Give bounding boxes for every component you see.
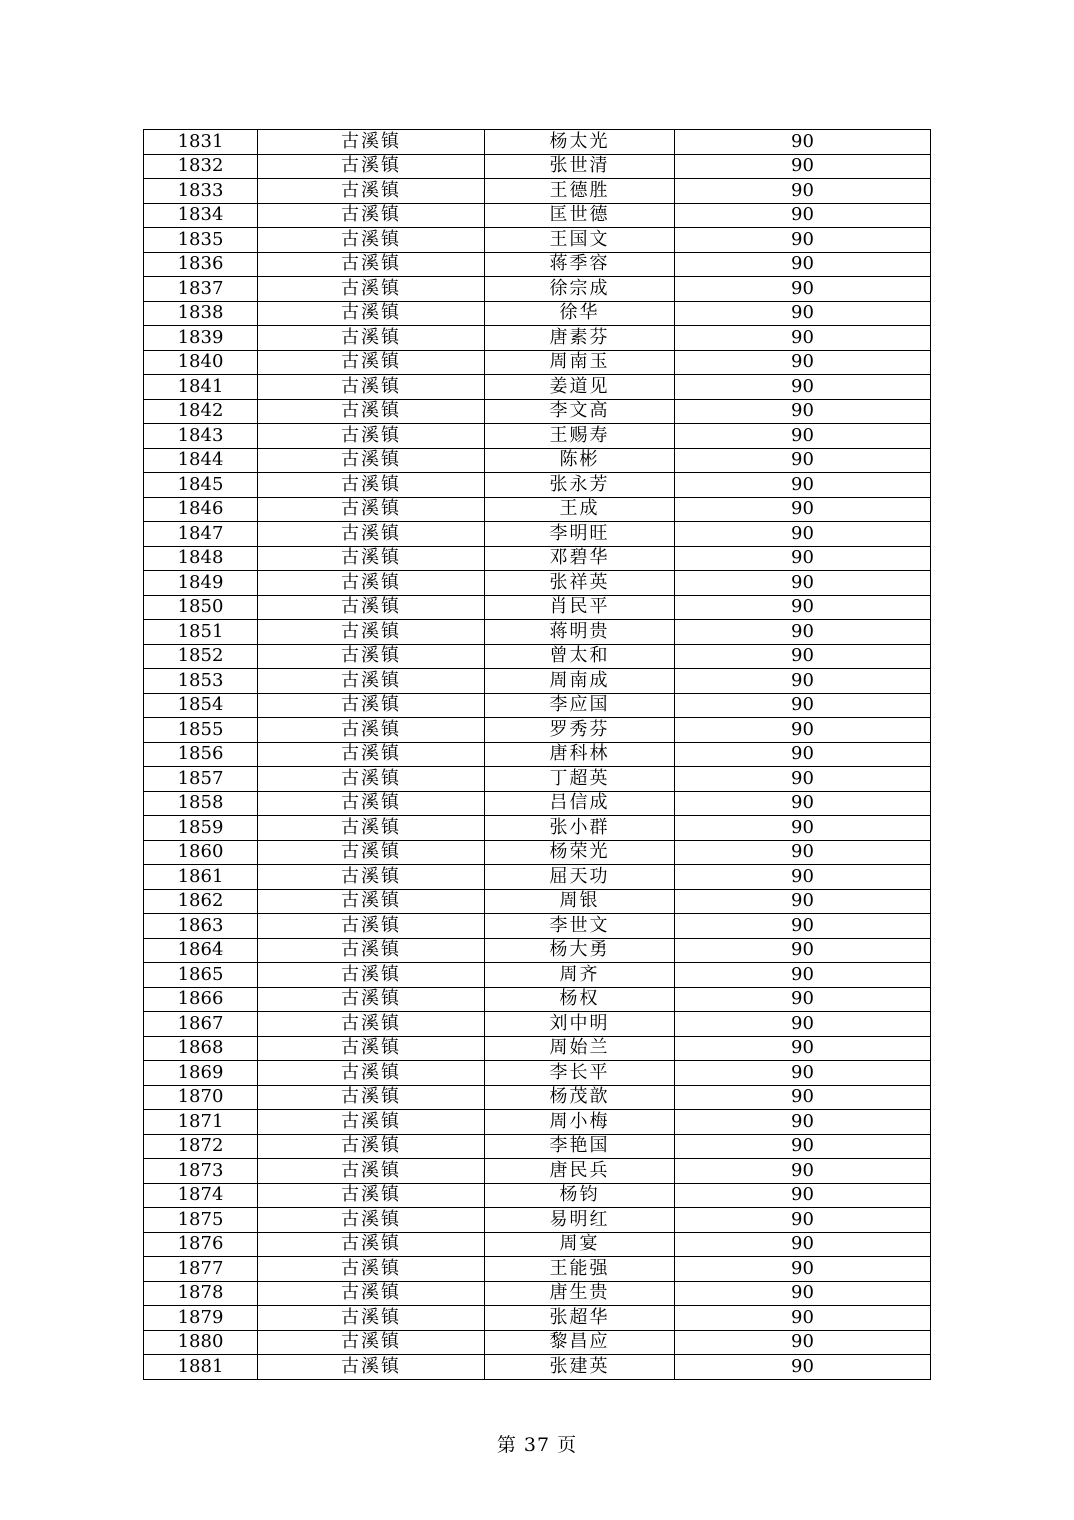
row-number-cell: 1876 [144, 1232, 258, 1257]
town-cell: 古溪镇 [258, 1257, 485, 1282]
row-number-cell: 1875 [144, 1208, 258, 1233]
name-cell: 罗秀芬 [485, 718, 675, 743]
town-cell: 古溪镇 [258, 1012, 485, 1037]
town-cell: 古溪镇 [258, 1036, 485, 1061]
score-cell: 90 [675, 497, 931, 522]
table-row [144, 350, 931, 375]
score-cell: 90 [675, 252, 931, 277]
table-row [144, 1232, 931, 1257]
table-row [144, 1355, 931, 1380]
score-cell: 90 [675, 791, 931, 816]
name-cell: 周银 [485, 889, 675, 914]
table-row [144, 130, 931, 155]
town-cell: 古溪镇 [258, 424, 485, 449]
name-cell: 周南成 [485, 669, 675, 694]
name-cell: 黎昌应 [485, 1330, 675, 1355]
score-cell: 90 [675, 1330, 931, 1355]
row-number-cell: 1857 [144, 767, 258, 792]
town-cell: 古溪镇 [258, 546, 485, 571]
name-cell: 张永芳 [485, 473, 675, 498]
table-row [144, 522, 931, 547]
score-cell: 90 [675, 1061, 931, 1086]
score-cell: 90 [675, 424, 931, 449]
name-cell: 蒋季容 [485, 252, 675, 277]
name-cell: 匡世德 [485, 203, 675, 228]
table-row [144, 277, 931, 302]
town-cell: 古溪镇 [258, 1110, 485, 1135]
table-row [144, 889, 931, 914]
score-cell: 90 [675, 473, 931, 498]
table-row [144, 1110, 931, 1135]
table-row [144, 301, 931, 326]
town-cell: 古溪镇 [258, 987, 485, 1012]
row-number-cell: 1839 [144, 326, 258, 351]
table-row [144, 1012, 931, 1037]
score-cell: 90 [675, 987, 931, 1012]
score-cell: 90 [675, 1183, 931, 1208]
name-cell: 王赐寿 [485, 424, 675, 449]
row-number-cell: 1844 [144, 448, 258, 473]
row-number-cell: 1873 [144, 1159, 258, 1184]
score-cell: 90 [675, 301, 931, 326]
table-row [144, 571, 931, 596]
score-cell: 90 [675, 203, 931, 228]
row-number-cell: 1851 [144, 620, 258, 645]
score-cell: 90 [675, 154, 931, 179]
table-row [144, 154, 931, 179]
name-cell: 周齐 [485, 963, 675, 988]
name-cell: 李艳国 [485, 1134, 675, 1159]
score-cell: 90 [675, 1085, 931, 1110]
name-cell: 肖民平 [485, 595, 675, 620]
score-cell: 90 [675, 1306, 931, 1331]
row-number-cell: 1861 [144, 865, 258, 890]
name-cell: 徐华 [485, 301, 675, 326]
name-cell: 唐科林 [485, 742, 675, 767]
name-cell: 陈彬 [485, 448, 675, 473]
name-cell: 王国文 [485, 228, 675, 253]
table-row [144, 816, 931, 841]
row-number-cell: 1837 [144, 277, 258, 302]
name-cell: 丁超英 [485, 767, 675, 792]
table-row [144, 914, 931, 939]
table-row [144, 1085, 931, 1110]
score-cell: 90 [675, 1257, 931, 1282]
score-cell: 90 [675, 277, 931, 302]
town-cell: 古溪镇 [258, 963, 485, 988]
table-row [144, 1330, 931, 1355]
row-number-cell: 1843 [144, 424, 258, 449]
row-number-cell: 1863 [144, 914, 258, 939]
town-cell: 古溪镇 [258, 277, 485, 302]
roster-table-body [144, 130, 931, 1380]
name-cell: 王成 [485, 497, 675, 522]
table-row [144, 1036, 931, 1061]
score-cell: 90 [675, 963, 931, 988]
row-number-cell: 1859 [144, 816, 258, 841]
town-cell: 古溪镇 [258, 130, 485, 155]
town-cell: 古溪镇 [258, 889, 485, 914]
name-cell: 李应国 [485, 693, 675, 718]
score-cell: 90 [675, 595, 931, 620]
row-number-cell: 1880 [144, 1330, 258, 1355]
name-cell: 王能强 [485, 1257, 675, 1282]
row-number-cell: 1833 [144, 179, 258, 204]
table-row [144, 424, 931, 449]
row-number-cell: 1877 [144, 1257, 258, 1282]
score-cell: 90 [675, 228, 931, 253]
name-cell: 李文高 [485, 399, 675, 424]
score-cell: 90 [675, 399, 931, 424]
row-number-cell: 1854 [144, 693, 258, 718]
town-cell: 古溪镇 [258, 179, 485, 204]
town-cell: 古溪镇 [258, 1061, 485, 1086]
row-number-cell: 1847 [144, 522, 258, 547]
row-number-cell: 1840 [144, 350, 258, 375]
table-row [144, 326, 931, 351]
score-cell: 90 [675, 938, 931, 963]
town-cell: 古溪镇 [258, 938, 485, 963]
table-row [144, 1061, 931, 1086]
score-cell: 90 [675, 1159, 931, 1184]
score-cell: 90 [675, 693, 931, 718]
name-cell: 刘中明 [485, 1012, 675, 1037]
town-cell: 古溪镇 [258, 1159, 485, 1184]
score-cell: 90 [675, 130, 931, 155]
name-cell: 唐民兵 [485, 1159, 675, 1184]
name-cell: 姜道见 [485, 375, 675, 400]
row-number-cell: 1838 [144, 301, 258, 326]
table-row [144, 693, 931, 718]
table-row [144, 375, 931, 400]
town-cell: 古溪镇 [258, 1306, 485, 1331]
name-cell: 唐生贵 [485, 1281, 675, 1306]
town-cell: 古溪镇 [258, 522, 485, 547]
name-cell: 曾太和 [485, 644, 675, 669]
town-cell: 古溪镇 [258, 742, 485, 767]
table-row [144, 595, 931, 620]
name-cell: 王德胜 [485, 179, 675, 204]
town-cell: 古溪镇 [258, 644, 485, 669]
town-cell: 古溪镇 [258, 767, 485, 792]
town-cell: 古溪镇 [258, 203, 485, 228]
town-cell: 古溪镇 [258, 791, 485, 816]
row-number-cell: 1867 [144, 1012, 258, 1037]
score-cell: 90 [675, 644, 931, 669]
row-number-cell: 1866 [144, 987, 258, 1012]
score-cell: 90 [675, 742, 931, 767]
name-cell: 周宴 [485, 1232, 675, 1257]
row-number-cell: 1869 [144, 1061, 258, 1086]
score-cell: 90 [675, 350, 931, 375]
town-cell: 古溪镇 [258, 718, 485, 743]
table-row [144, 1134, 931, 1159]
score-cell: 90 [675, 1208, 931, 1233]
table-row [144, 644, 931, 669]
town-cell: 古溪镇 [258, 816, 485, 841]
name-cell: 张超华 [485, 1306, 675, 1331]
table-row [144, 1306, 931, 1331]
town-cell: 古溪镇 [258, 1134, 485, 1159]
town-cell: 古溪镇 [258, 301, 485, 326]
table-row [144, 865, 931, 890]
town-cell: 古溪镇 [258, 399, 485, 424]
name-cell: 屈天功 [485, 865, 675, 890]
score-cell: 90 [675, 522, 931, 547]
name-cell: 张祥英 [485, 571, 675, 596]
town-cell: 古溪镇 [258, 154, 485, 179]
page-number: 第 37 页 [496, 1434, 578, 1456]
score-cell: 90 [675, 1134, 931, 1159]
score-cell: 90 [675, 889, 931, 914]
score-cell: 90 [675, 840, 931, 865]
score-cell: 90 [675, 816, 931, 841]
row-number-cell: 1846 [144, 497, 258, 522]
town-cell: 古溪镇 [258, 252, 485, 277]
score-cell: 90 [675, 865, 931, 890]
table-row [144, 1159, 931, 1184]
table-row [144, 473, 931, 498]
table-row [144, 1183, 931, 1208]
score-cell: 90 [675, 620, 931, 645]
table-row [144, 963, 931, 988]
town-cell: 古溪镇 [258, 497, 485, 522]
row-number-cell: 1834 [144, 203, 258, 228]
table-row [144, 1208, 931, 1233]
score-cell: 90 [675, 1232, 931, 1257]
row-number-cell: 1868 [144, 1036, 258, 1061]
table-row [144, 497, 931, 522]
score-cell: 90 [675, 767, 931, 792]
name-cell: 易明红 [485, 1208, 675, 1233]
town-cell: 古溪镇 [258, 1208, 485, 1233]
name-cell: 杨太光 [485, 130, 675, 155]
table-row [144, 179, 931, 204]
town-cell: 古溪镇 [258, 448, 485, 473]
name-cell: 杨大勇 [485, 938, 675, 963]
row-number-cell: 1845 [144, 473, 258, 498]
score-cell: 90 [675, 179, 931, 204]
name-cell: 吕信成 [485, 791, 675, 816]
table-row [144, 791, 931, 816]
town-cell: 古溪镇 [258, 326, 485, 351]
row-number-cell: 1835 [144, 228, 258, 253]
table-row [144, 840, 931, 865]
row-number-cell: 1853 [144, 669, 258, 694]
row-number-cell: 1842 [144, 399, 258, 424]
table-row [144, 203, 931, 228]
name-cell: 杨权 [485, 987, 675, 1012]
row-number-cell: 1870 [144, 1085, 258, 1110]
row-number-cell: 1865 [144, 963, 258, 988]
row-number-cell: 1858 [144, 791, 258, 816]
row-number-cell: 1831 [144, 130, 258, 155]
score-cell: 90 [675, 1012, 931, 1037]
table-row [144, 1281, 931, 1306]
score-cell: 90 [675, 546, 931, 571]
row-number-cell: 1862 [144, 889, 258, 914]
table-row [144, 620, 931, 645]
row-number-cell: 1848 [144, 546, 258, 571]
score-cell: 90 [675, 669, 931, 694]
row-number-cell: 1872 [144, 1134, 258, 1159]
table-row [144, 669, 931, 694]
score-cell: 90 [675, 375, 931, 400]
table-row [144, 228, 931, 253]
town-cell: 古溪镇 [258, 350, 485, 375]
town-cell: 古溪镇 [258, 865, 485, 890]
row-number-cell: 1855 [144, 718, 258, 743]
row-number-cell: 1856 [144, 742, 258, 767]
town-cell: 古溪镇 [258, 571, 485, 596]
table-row [144, 546, 931, 571]
name-cell: 徐宗成 [485, 277, 675, 302]
name-cell: 李世文 [485, 914, 675, 939]
town-cell: 古溪镇 [258, 595, 485, 620]
score-cell: 90 [675, 718, 931, 743]
town-cell: 古溪镇 [258, 473, 485, 498]
table-row [144, 1257, 931, 1282]
town-cell: 古溪镇 [258, 1183, 485, 1208]
row-number-cell: 1832 [144, 154, 258, 179]
name-cell: 张建英 [485, 1355, 675, 1380]
table-row [144, 718, 931, 743]
town-cell: 古溪镇 [258, 840, 485, 865]
name-cell: 李明旺 [485, 522, 675, 547]
row-number-cell: 1836 [144, 252, 258, 277]
score-cell: 90 [675, 914, 931, 939]
town-cell: 古溪镇 [258, 1281, 485, 1306]
roster-table [143, 129, 931, 1380]
name-cell: 唐素芬 [485, 326, 675, 351]
town-cell: 古溪镇 [258, 375, 485, 400]
name-cell: 周南玉 [485, 350, 675, 375]
row-number-cell: 1871 [144, 1110, 258, 1135]
table-row [144, 987, 931, 1012]
row-number-cell: 1878 [144, 1281, 258, 1306]
table-row [144, 742, 931, 767]
town-cell: 古溪镇 [258, 693, 485, 718]
row-number-cell: 1860 [144, 840, 258, 865]
name-cell: 杨茂歆 [485, 1085, 675, 1110]
town-cell: 古溪镇 [258, 1085, 485, 1110]
score-cell: 90 [675, 1036, 931, 1061]
row-number-cell: 1841 [144, 375, 258, 400]
town-cell: 古溪镇 [258, 1232, 485, 1257]
town-cell: 古溪镇 [258, 1355, 485, 1380]
town-cell: 古溪镇 [258, 1330, 485, 1355]
table-row [144, 767, 931, 792]
score-cell: 90 [675, 1110, 931, 1135]
row-number-cell: 1850 [144, 595, 258, 620]
score-cell: 90 [675, 326, 931, 351]
name-cell: 李长平 [485, 1061, 675, 1086]
name-cell: 张世清 [485, 154, 675, 179]
name-cell: 杨荣光 [485, 840, 675, 865]
town-cell: 古溪镇 [258, 228, 485, 253]
row-number-cell: 1879 [144, 1306, 258, 1331]
town-cell: 古溪镇 [258, 620, 485, 645]
name-cell: 邓碧华 [485, 546, 675, 571]
name-cell: 蒋明贵 [485, 620, 675, 645]
town-cell: 古溪镇 [258, 669, 485, 694]
score-cell: 90 [675, 571, 931, 596]
row-number-cell: 1852 [144, 644, 258, 669]
row-number-cell: 1874 [144, 1183, 258, 1208]
name-cell: 杨钧 [485, 1183, 675, 1208]
table-row [144, 399, 931, 424]
score-cell: 90 [675, 448, 931, 473]
name-cell: 周小梅 [485, 1110, 675, 1135]
name-cell: 张小群 [485, 816, 675, 841]
table-row [144, 448, 931, 473]
town-cell: 古溪镇 [258, 914, 485, 939]
row-number-cell: 1864 [144, 938, 258, 963]
table-row [144, 252, 931, 277]
name-cell: 周始兰 [485, 1036, 675, 1061]
row-number-cell: 1849 [144, 571, 258, 596]
table-row [144, 938, 931, 963]
score-cell: 90 [675, 1281, 931, 1306]
score-cell: 90 [675, 1355, 931, 1380]
row-number-cell: 1881 [144, 1355, 258, 1380]
